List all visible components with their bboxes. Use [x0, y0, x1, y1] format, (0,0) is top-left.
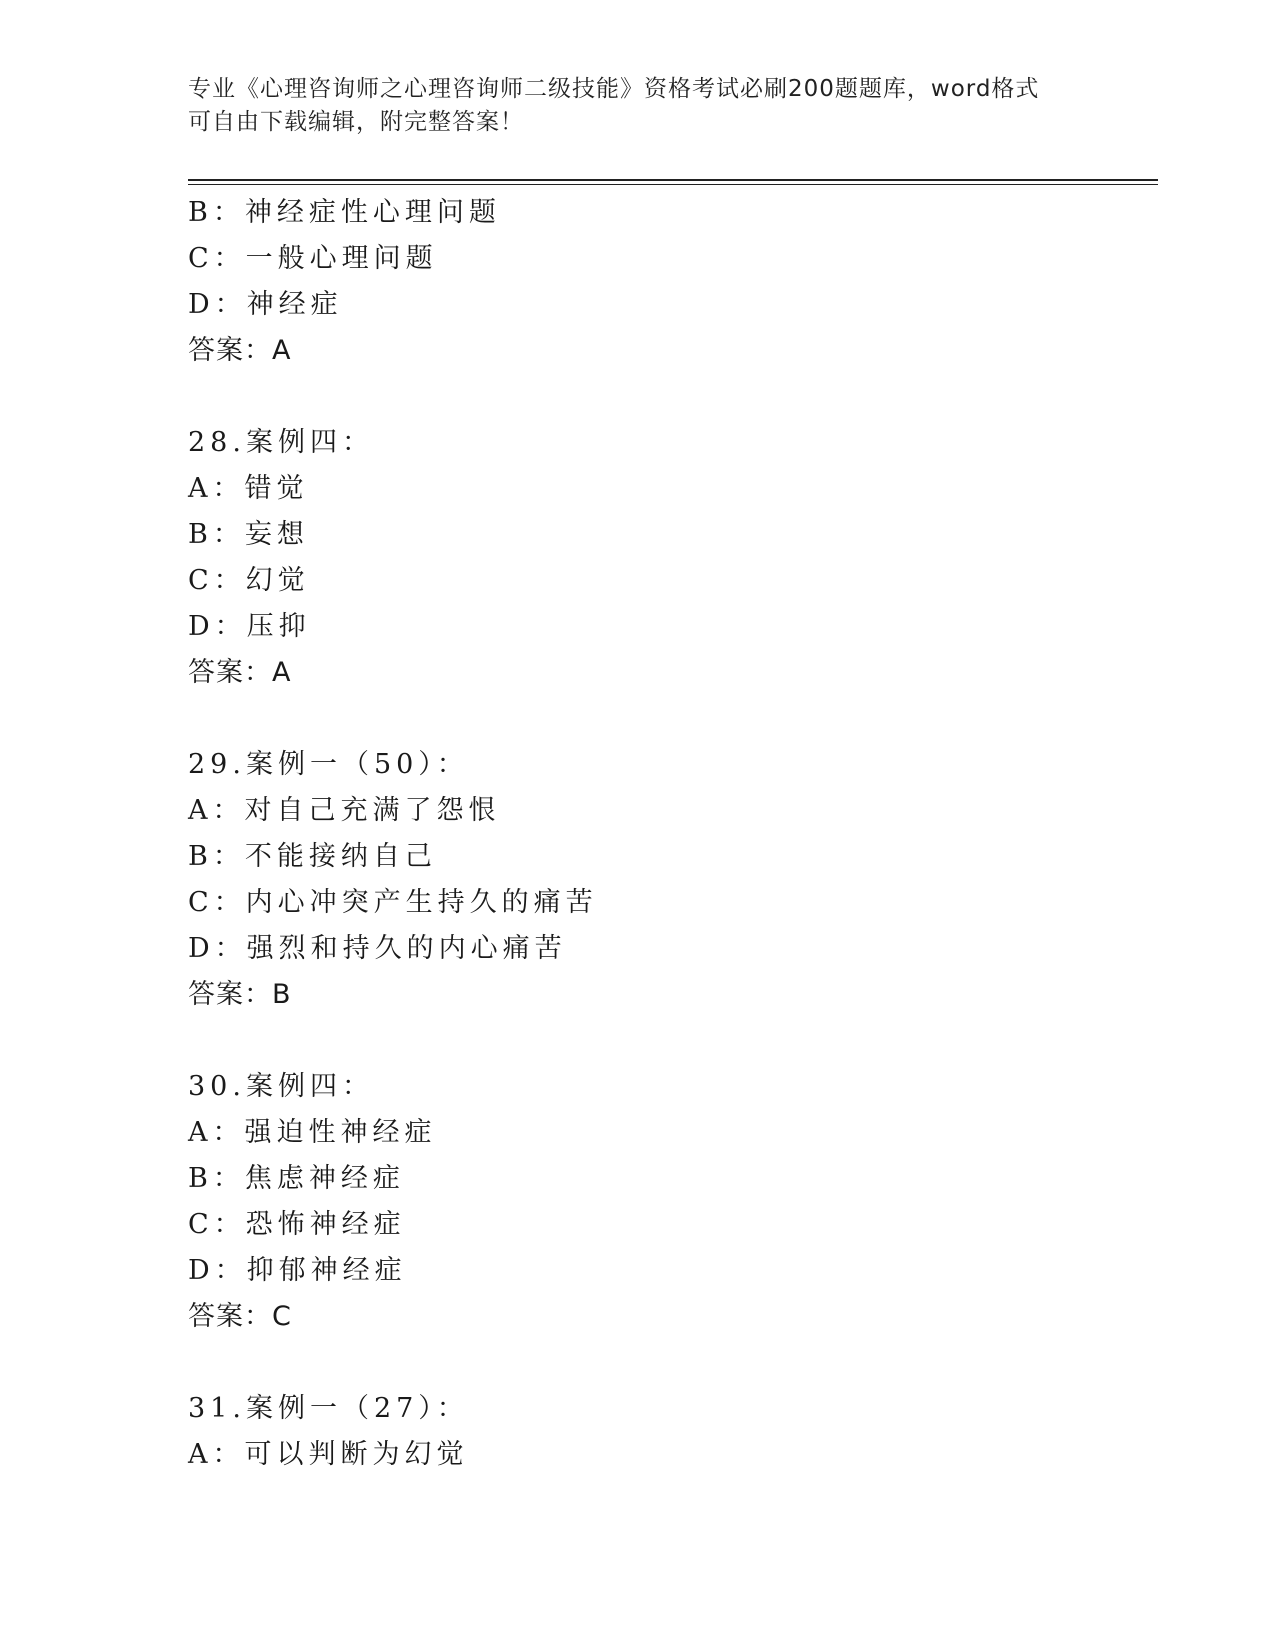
option-d: D：强烈和持久的内心痛苦: [188, 933, 567, 964]
question-30: [188, 1064, 1148, 1340]
header-line-2: 可自由下载编辑，附完整答案！: [188, 109, 524, 135]
header-divider-thin: [188, 184, 1158, 185]
spacer: [188, 1340, 1148, 1386]
option-b: B：神经症性心理问题: [188, 197, 501, 228]
question-28: [188, 420, 1148, 696]
question-list: [188, 190, 1148, 1478]
header-line-1: 专业《心理咨询师之心理咨询师二级技能》资格考试必刷200题题库，word格式: [188, 76, 1040, 102]
option-c: C：幻觉: [188, 565, 310, 596]
option-c: C：恐怖神经症: [188, 1209, 406, 1240]
option-a: A：可以判断为幻觉: [188, 1439, 469, 1470]
option-b: B：不能接纳自己: [188, 841, 437, 872]
spacer: [188, 1018, 1148, 1064]
option-b: B：焦虑神经症: [188, 1163, 405, 1194]
question-29: [188, 742, 1148, 1018]
answer-line: 答案：C: [188, 1301, 292, 1332]
option-c: C：一般心理问题: [188, 243, 438, 274]
spacer: [188, 696, 1148, 742]
option-b: B：妄想: [188, 519, 309, 550]
question-continued: [188, 190, 1148, 374]
question-stem: 31.案例一（27）：: [188, 1393, 469, 1424]
question-stem: 29.案例一（50）：: [188, 749, 469, 780]
option-a: A：错觉: [188, 473, 309, 504]
option-d: D：压抑: [188, 611, 311, 642]
answer-line: 答案：A: [188, 335, 292, 366]
question-stem: 30.案例四：: [188, 1071, 374, 1102]
option-d: D：神经症: [188, 289, 343, 320]
header-divider-thick: [188, 179, 1158, 181]
question-31: [188, 1386, 1148, 1478]
option-d: D：抑郁神经症: [188, 1255, 407, 1286]
spacer: [188, 374, 1148, 420]
answer-line: 答案：B: [188, 979, 292, 1010]
option-c: C：内心冲突产生持久的痛苦: [188, 887, 598, 918]
answer-line: 答案：A: [188, 657, 292, 688]
option-a: A：强迫性神经症: [188, 1117, 437, 1148]
document-header: [188, 73, 1088, 139]
question-stem: 28.案例四：: [188, 427, 374, 458]
option-a: A：对自己充满了怨恨: [188, 795, 501, 826]
